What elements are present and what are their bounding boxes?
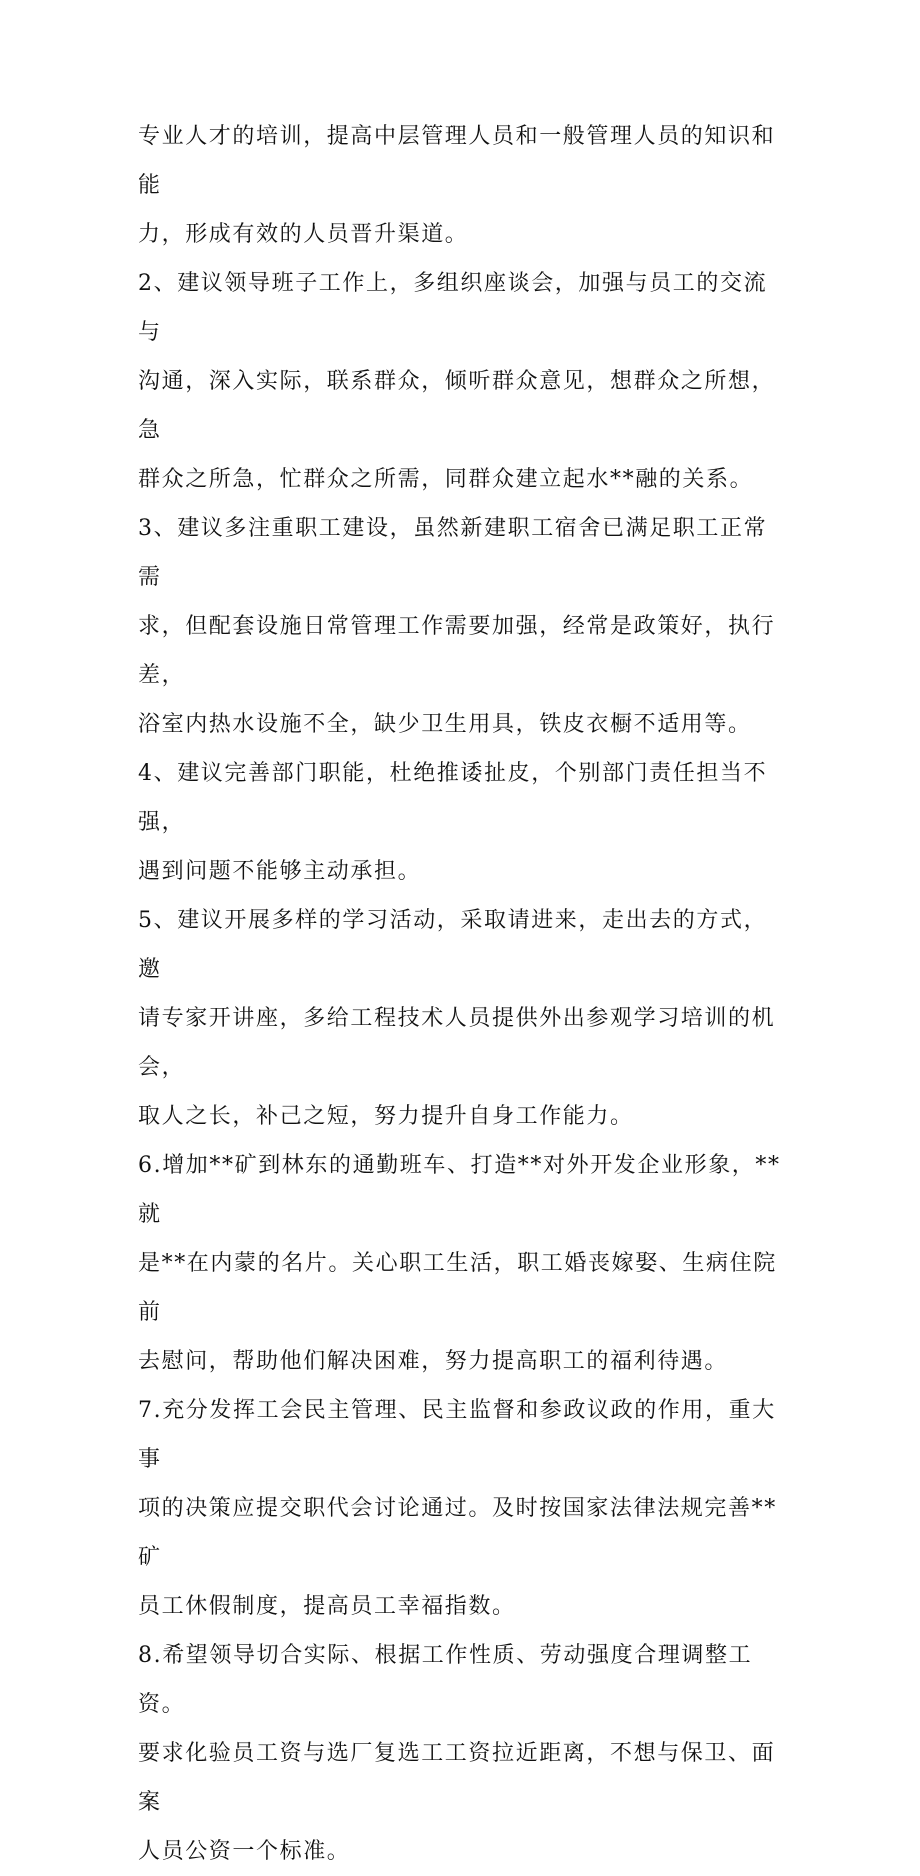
paragraph-1: 专业人才的培训，提高中层管理人员和一般管理人员的知识和能 力，形成有效的人员晋升渠道。 [138,124,776,247]
paragraph-6: 6.增加**矿到林东的通勤班车、打造**对外开发企业形象，**就 是**在内蒙的名片。关心职工生活，职工婚丧嫁娶、生病住院前 去慰问，帮助他们解决困难，努力提高职工的福利待遇。 [138,1153,781,1374]
paragraph-3: 3、建议多注重职工建设，虽然新建职工宿舍已满足职工正常需 求，但配套设施日常管理工作需要加强，经常是政策好，执行差， 浴室内热水设施不全，缺少卫生用具，铁皮衣橱不适用等。 [138,516,776,737]
paragraph-2: 2、建议领导班子工作上，多组织座谈会，加强与员工的交流与 沟通，深入实际，联系群众，倾听群众意见，想群众之所想，急 群众之所急，忙群众之所需，同群众建立起水**融的关系。 [138,271,776,492]
document-body [138,112,788,1876]
paragraph-5: 5、建议开展多样的学习活动，采取请进来，走出去的方式，邀 请专家开讲座，多给工程技术人员提供外出参观学习培训的机会， 取人之长，补己之短，努力提升自身工作能力。 [138,908,776,1129]
paragraph-4: 4、建议完善部门职能，杜绝推诿扯皮，个别部门责任担当不强， 遇到问题不能够主动承担。 [138,761,768,884]
paragraph-7: 7.充分发挥工会民主管理、民主监督和参政议政的作用，重大事 项的决策应提交职代会讨论通过。及时按国家法律法规完善**矿 员工休假制度，提高员工幸福指数。 [138,1398,777,1619]
paragraph-8: 8.希望领导切合实际、根据工作性质、劳动强度合理调整工资。 要求化验员工资与选厂复选工工资拉近距离，不想与保卫、面案 人员公资一个标准。 [138,1643,776,1864]
